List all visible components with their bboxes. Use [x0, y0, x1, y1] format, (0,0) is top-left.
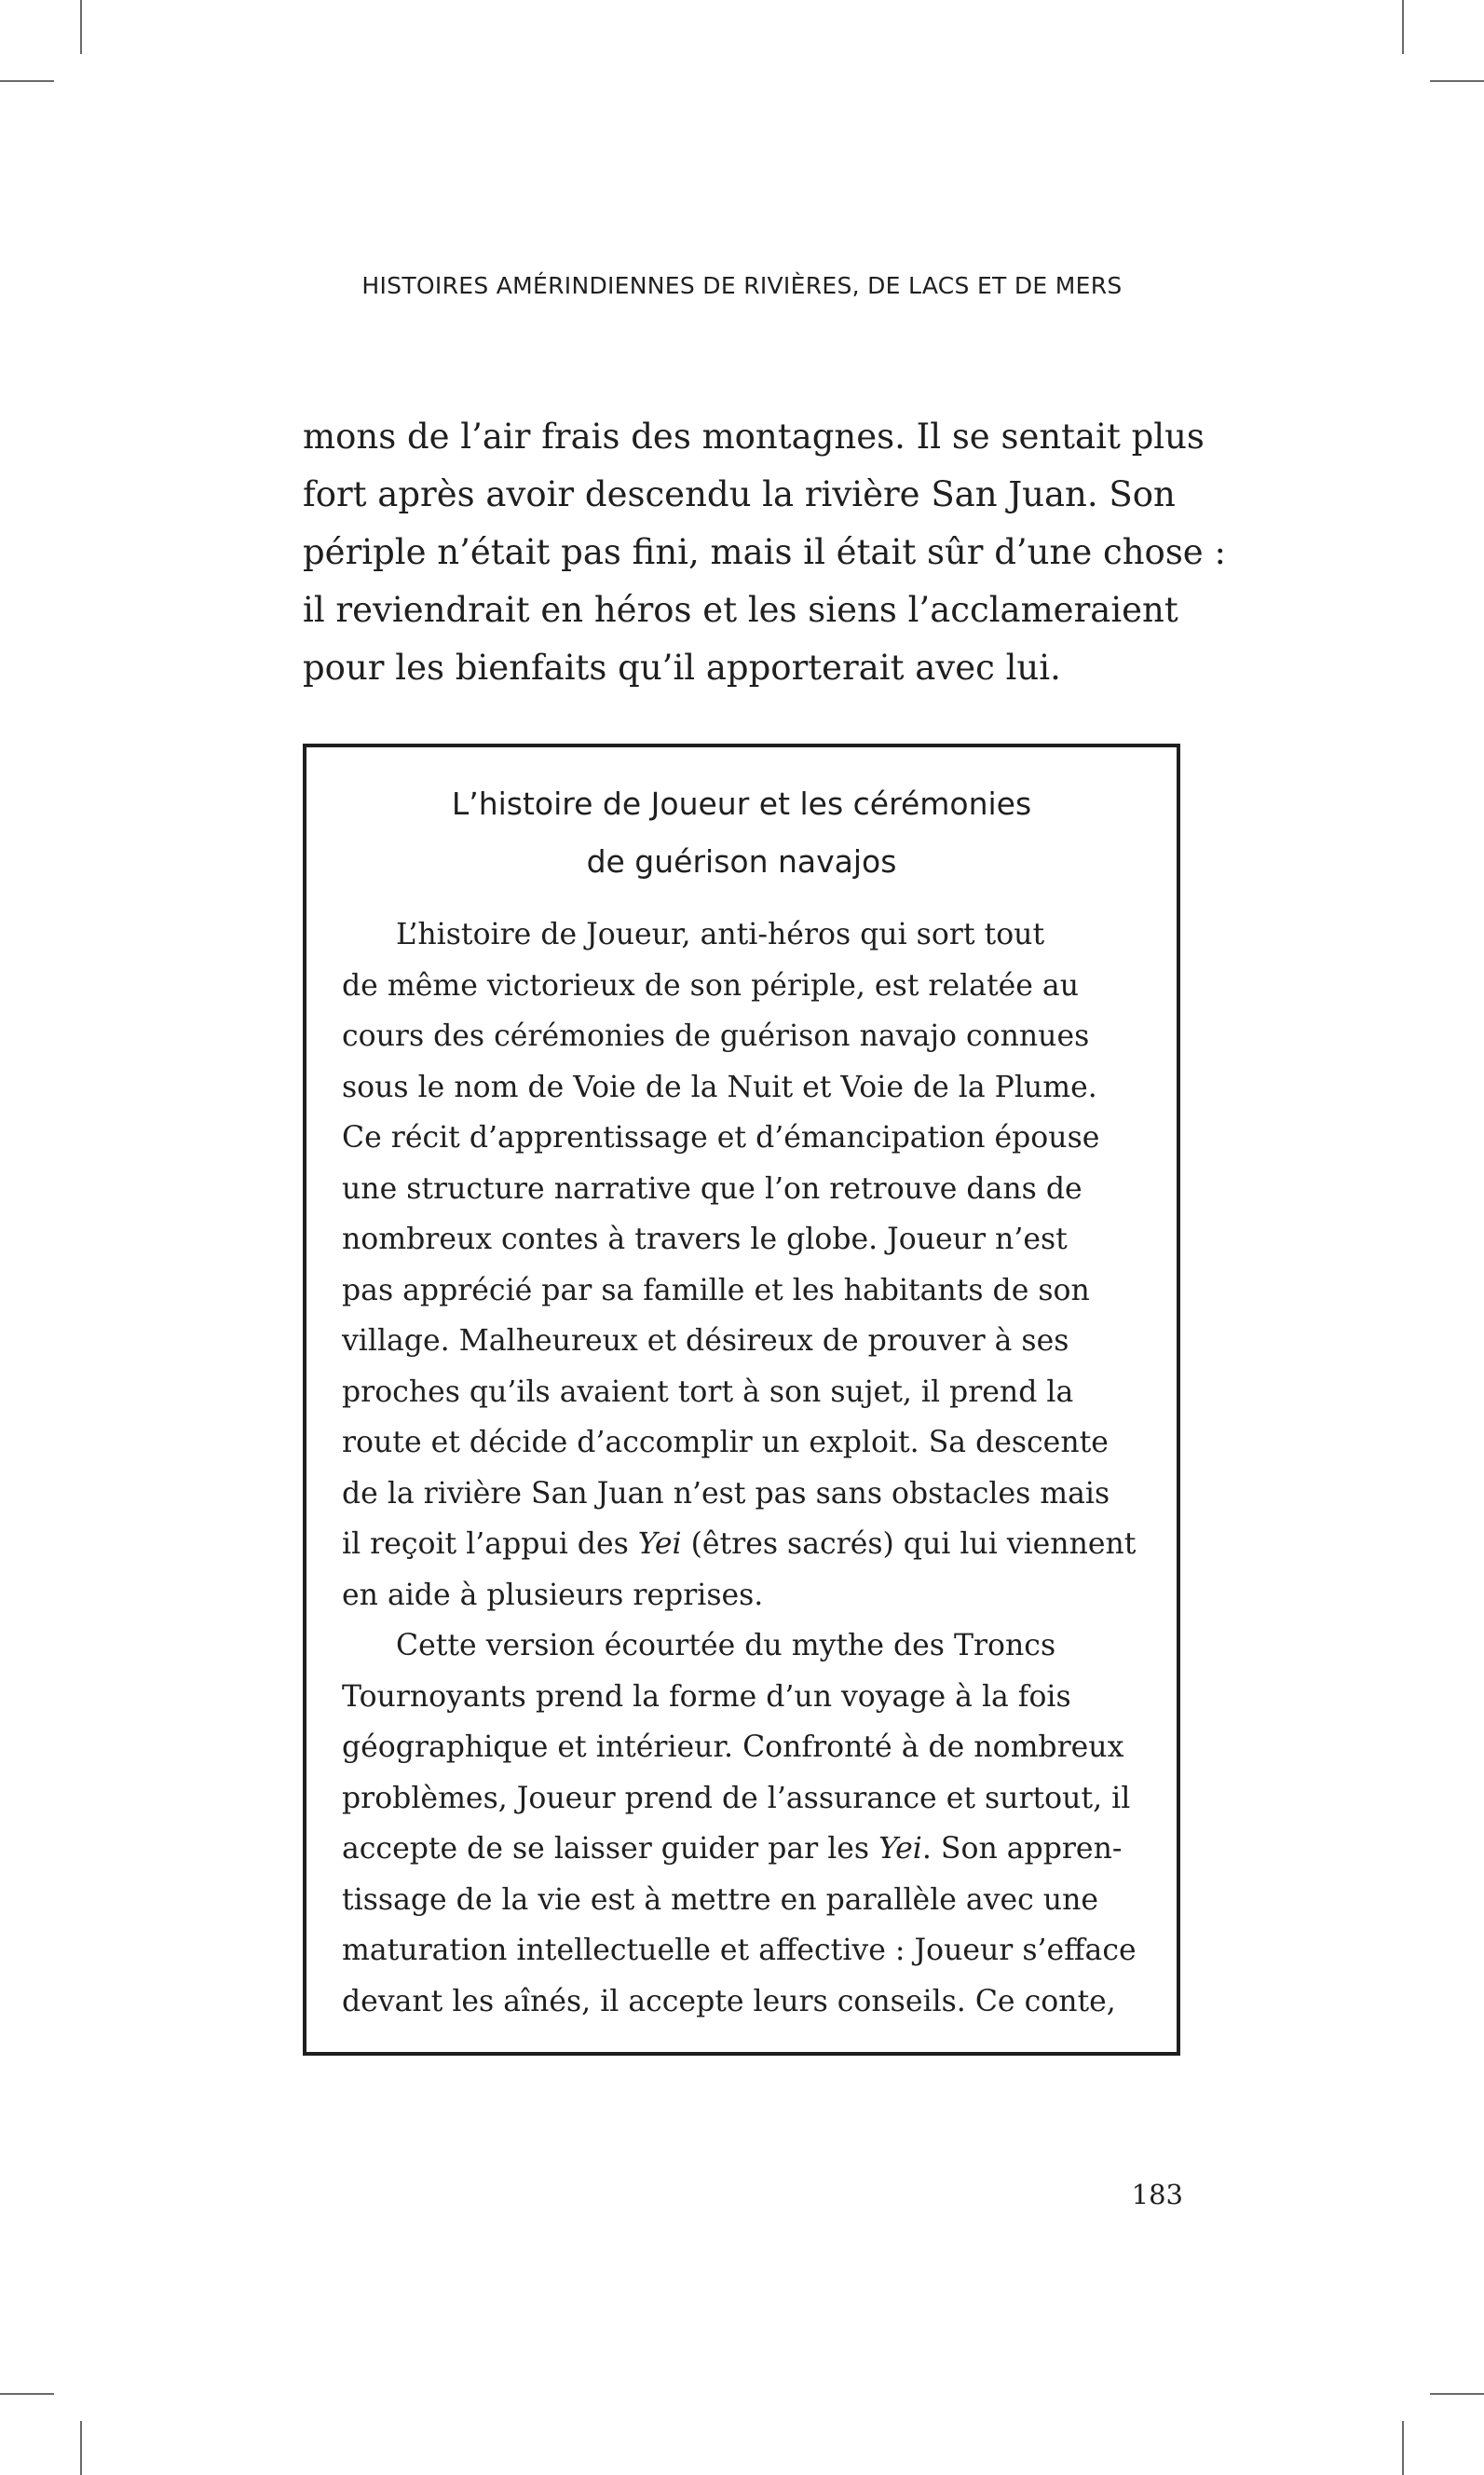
sidebar-text-fragment: il reçoit l’appui des [342, 1527, 638, 1561]
page-number: 183 [1131, 2179, 1183, 2210]
crop-mark [0, 2393, 54, 2395]
yei-term: Yei [878, 1832, 922, 1866]
sidebar-line: village. Malheureux et désireux de prouver à ses [342, 1324, 1069, 1358]
sidebar-line: cours des cérémonies de guérison navajo connues [342, 1019, 1090, 1053]
sidebar-line: sous le nom de Voie de la Nuit et Voie de la Plume. [342, 1070, 1097, 1104]
body-line: pour les bienfaits qu’il apporterait avec lui. [303, 648, 1061, 688]
sidebar-line: tissage de la vie est à mettre en parallèle avec une [342, 1882, 1099, 1917]
crop-mark [80, 2421, 82, 2475]
sidebar-line: Cette version écourtée du mythe des Troncs [396, 1629, 1056, 1662]
sidebar-box [303, 744, 1180, 2056]
sidebar-line: une structure narrative que l’on retrouve dans de [342, 1171, 1082, 1206]
sidebar-line: devant les aînés, il accepte leurs conseils. Ce conte, [342, 1984, 1116, 2018]
sidebar-line: de la rivière San Juan n’est pas sans obstacles mais [342, 1476, 1110, 1511]
sidebar-text-fragment: (êtres sacrés) qui lui viennent [681, 1527, 1137, 1561]
sidebar-text-fragment: . Son appren- [921, 1832, 1123, 1866]
crop-mark [0, 80, 54, 82]
body-line: il reviendrait en héros et les siens l’acclameraient [303, 590, 1178, 630]
sidebar-line: de même victorieux de son périple, est relatée au [342, 968, 1079, 1003]
body-line: fort après avoir descendu la rivière San Juan. Son [303, 474, 1176, 514]
yei-term: Yei [637, 1527, 682, 1561]
sidebar-line [342, 1519, 1143, 1570]
crop-mark [1430, 2393, 1484, 2395]
crop-mark [1430, 80, 1484, 82]
sidebar-line: proches qu’ils avaient tort à son sujet, il prend la [342, 1374, 1074, 1409]
sidebar-line: géographique et intérieur. Confronté à de nombreux [342, 1730, 1124, 1764]
sidebar-line: Tournoyants prend la forme d’un voyage à la fois [342, 1679, 1071, 1714]
crop-mark [80, 0, 82, 54]
sidebar-line: Ce récit d’apprentissage et d’émancipation épouse [342, 1121, 1100, 1155]
sidebar-line: L’histoire de Joueur, anti-héros qui sort tout [396, 918, 1045, 951]
sidebar-line [342, 1824, 1143, 1875]
crop-mark [1402, 2421, 1404, 2475]
sidebar-line: route et décide d’accomplir un exploit. Sa descente [342, 1426, 1109, 1459]
sidebar-line: nombreux contes à travers le globe. Joueur n’est [342, 1223, 1068, 1256]
crop-mark [1402, 0, 1404, 54]
sidebar-title-line: L’histoire de Joueur et les cérémonies [451, 786, 1032, 822]
running-head: HISTOIRES AMÉRINDIENNES DE RIVIÈRES, DE LACS ET DE MERS [361, 272, 1123, 299]
body-line: périple n’était pas fini, mais il était sûr d’une chose : [303, 532, 1226, 572]
body-line: mons de l’air frais des montagnes. Il se sentait plus [303, 417, 1205, 457]
sidebar-line: problèmes, Joueur prend de l’assurance et surtout, il [342, 1781, 1131, 1815]
sidebar-line: en aide à plusieurs reprises. [342, 1578, 764, 1612]
sidebar-title [306, 775, 1177, 891]
sidebar-text-fragment: accepte de se laisser guider par les [342, 1832, 879, 1866]
sidebar-line: pas apprécié par sa famille et les habitants de son [342, 1273, 1090, 1307]
body-text [303, 408, 1226, 697]
sidebar-title-line: de guérison navajos [586, 843, 897, 880]
sidebar-body [342, 909, 1143, 2027]
sidebar-line: maturation intellectuelle et affective : Joueur s’efface [342, 1934, 1137, 1967]
